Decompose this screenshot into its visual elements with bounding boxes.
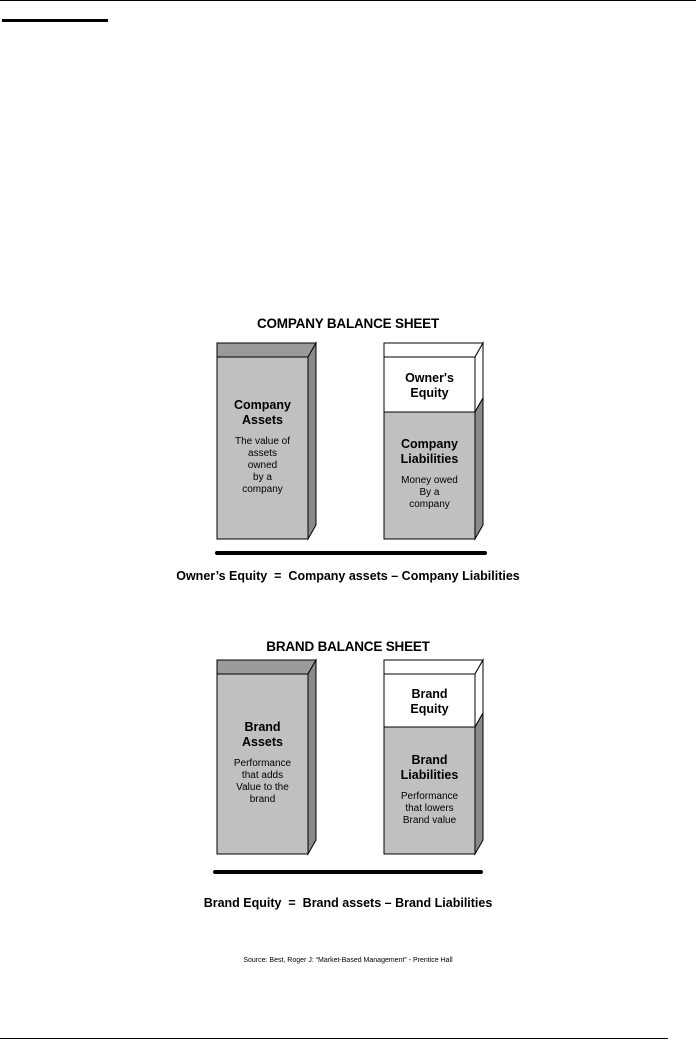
brand-liabilities-desc-2: that lowers [405,803,454,814]
company-equity-heading-2: Equity [410,386,449,400]
brand-equation: Brand Equity = Brand assets – Brand Liabilities [203,896,493,910]
company-assets-desc-4: by a [253,472,272,483]
company-assets-heading-1: Company [234,398,291,412]
brand-equity-heading-2: Equity [410,702,449,716]
company-liabilities-label [384,437,475,511]
company-assets-desc-3: owned [247,460,278,471]
brand-baseline [213,870,483,874]
company-equation: Owner’s Equity = Company assets – Company Liabilities [176,569,520,583]
brand-equity-heading-1: Brand [411,687,448,701]
company-liabilities-desc-3: company [409,499,450,510]
brand-assets-desc-2: that adds [241,770,284,781]
source-citation: Source: Best, Roger J: “Market-Based Management” - Prentice Hall [243,957,453,964]
company-assets-desc-5: company [242,484,283,495]
brand-liabilities-heading-1: Brand [411,753,448,767]
brand-liabilities-side-face [475,713,483,854]
company-liabilities-heading-2: Liabilities [400,452,459,466]
company-equity-heading-1: Owner's [405,371,454,385]
brand-assets-top-face [217,660,316,674]
brand-assets-desc-4: brand [249,794,276,805]
company-liabilities-side-face [475,398,483,539]
company-baseline [215,551,487,555]
brand-liabilities-desc-1: Performance [400,791,459,802]
company-assets-top-face [217,343,316,357]
brand-liabilities-heading-2: Liabilities [400,768,459,782]
bottom-rule [0,1038,668,1039]
brand-assets-label [217,720,308,806]
brand-balance-sheet-title: BRAND BALANCE SHEET [266,639,430,654]
company-equity-label [384,371,475,401]
company-liabilities-desc-2: By a [419,487,440,498]
company-liabilities-heading-1: Company [401,437,458,451]
header-underline [2,19,108,22]
company-assets-desc-1: The value of [234,436,291,447]
company-liabilities-desc-1: Money owed [401,475,458,486]
brand-liabilities-label [384,753,475,827]
brand-assets-desc-1: Performance [233,758,292,769]
brand-assets-desc-3: Value to the [236,782,289,793]
brand-assets-side-face [308,660,316,854]
top-rule [0,0,696,1]
brand-equity-label [384,687,475,717]
brand-assets-heading-1: Brand [244,720,281,734]
brand-equity-top-face [384,660,483,674]
company-assets-desc-2: assets [248,448,277,459]
brand-liabilities-desc-3: Brand value [402,815,457,826]
company-assets-heading-2: Assets [242,413,283,427]
company-assets-label [217,398,308,496]
company-assets-side-face [308,343,316,539]
company-equity-top-face [384,343,483,357]
brand-assets-heading-2: Assets [242,735,283,749]
company-balance-sheet-title: COMPANY BALANCE SHEET [256,316,440,331]
